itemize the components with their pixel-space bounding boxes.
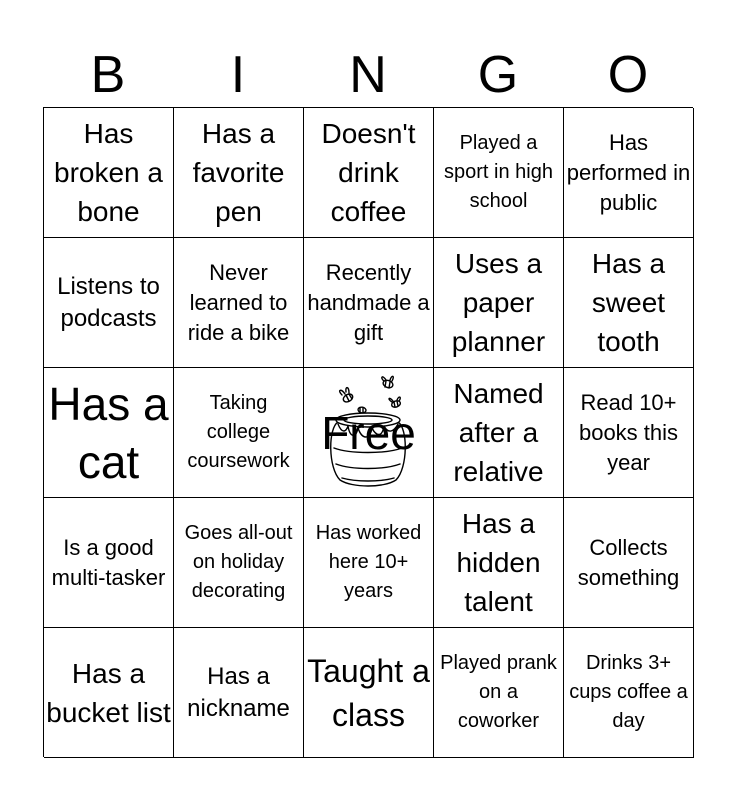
- header-letter-b: B: [90, 46, 126, 104]
- cell-label: Listens to podcasts: [57, 272, 160, 332]
- bingo-card: [43, 107, 693, 757]
- cell-label: Collects something: [577, 534, 680, 590]
- bingo-cell[interactable]: [564, 498, 694, 628]
- cell-label: Played prank on a coworker: [440, 652, 557, 732]
- bingo-cell[interactable]: [44, 368, 174, 498]
- cell-label: Has a sweet tooth: [591, 248, 666, 357]
- bingo-cell[interactable]: [44, 628, 174, 758]
- header-letter-g: G: [477, 46, 519, 104]
- header-letter-o: O: [607, 46, 649, 104]
- bingo-cell[interactable]: [174, 238, 304, 368]
- cell-label: Has a favorite pen: [192, 118, 285, 227]
- bingo-cell[interactable]: [304, 238, 434, 368]
- free-space-label: Free: [321, 406, 416, 459]
- bingo-cell[interactable]: [304, 498, 434, 628]
- cell-label: Has a nickname: [187, 662, 290, 722]
- cell-label: Named after a relative: [453, 378, 544, 487]
- bingo-cell[interactable]: [304, 108, 434, 238]
- cell-label: Has worked here 10+ years: [315, 522, 422, 602]
- bingo-cell[interactable]: [564, 368, 694, 498]
- header-letter-i: I: [230, 46, 246, 104]
- bingo-cell[interactable]: [174, 628, 304, 758]
- cell-label: Never learned to ride a bike: [187, 259, 290, 345]
- cell-label: Read 10+ books this year: [578, 389, 679, 475]
- cell-label: Recently handmade a gift: [307, 259, 430, 345]
- bingo-cell[interactable]: [564, 238, 694, 368]
- cell-label: Played a sport in high school: [444, 132, 553, 212]
- bingo-cell[interactable]: [434, 628, 564, 758]
- cell-label: Uses a paper planner: [451, 248, 546, 357]
- bingo-header: [43, 44, 693, 106]
- bingo-cell[interactable]: [434, 238, 564, 368]
- bingo-cell[interactable]: [434, 368, 564, 498]
- cell-label: Taught a class: [307, 652, 430, 733]
- bingo-cell[interactable]: [44, 498, 174, 628]
- cell-label: Has a hidden talent: [456, 508, 541, 617]
- header-letter-n: N: [349, 46, 387, 104]
- cell-label: Has a cat: [48, 377, 169, 488]
- cell-label: Has performed in public: [566, 129, 691, 215]
- cell-label: Is a good multi-tasker: [51, 534, 166, 590]
- bingo-cell[interactable]: [304, 628, 434, 758]
- free-space-cell[interactable]: [304, 368, 434, 498]
- bingo-cell[interactable]: [434, 108, 564, 238]
- cell-label: Taking college coursework: [187, 392, 290, 472]
- cell-label: Drinks 3+ cups coffee a day: [569, 652, 688, 732]
- bingo-cell[interactable]: [174, 368, 304, 498]
- bingo-cell[interactable]: [174, 498, 304, 628]
- bingo-cell[interactable]: [564, 628, 694, 758]
- cell-label: Doesn't drink coffee: [321, 118, 416, 227]
- cell-label: Has a bucket list: [46, 657, 171, 728]
- bingo-cell[interactable]: [44, 238, 174, 368]
- cell-label: Has broken a bone: [54, 118, 163, 227]
- cell-label: Goes all-out on holiday decorating: [184, 522, 293, 602]
- bingo-cell[interactable]: [434, 498, 564, 628]
- bingo-cell[interactable]: [174, 108, 304, 238]
- bingo-cell[interactable]: [564, 108, 694, 238]
- bingo-cell[interactable]: [44, 108, 174, 238]
